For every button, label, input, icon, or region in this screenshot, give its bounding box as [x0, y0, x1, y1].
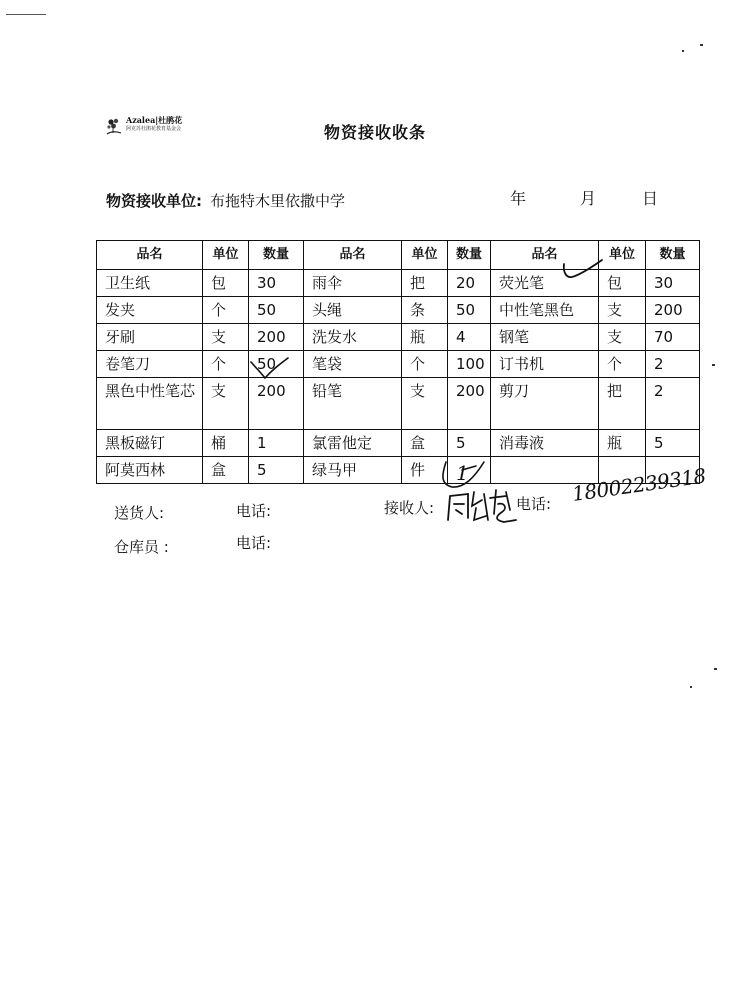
table-cell: 发夹 — [97, 297, 203, 324]
table-cell: 1 — [249, 430, 304, 457]
date-year-label: 年 — [510, 189, 527, 208]
deliverer-phone-label: 电话: — [236, 502, 272, 520]
receiving-unit-label: 物资接收单位: — [106, 192, 202, 210]
table-cell: 支 — [599, 297, 646, 324]
receiving-unit-value: 布拖特木里依撒中学 — [210, 192, 346, 210]
table-cell: 200 — [249, 378, 304, 430]
table-cell: 200 — [249, 324, 304, 351]
header-cell: 数量 — [249, 241, 304, 270]
table-cell: 钢笔 — [491, 324, 599, 351]
receiver-phone-label: 电话: — [516, 495, 552, 513]
table-cell: 包 — [599, 270, 646, 297]
scan-speck — [712, 364, 715, 366]
handwritten-check-icon — [560, 258, 604, 282]
table-cell: 订书机 — [491, 351, 599, 378]
warehouse-phone-label: 电话: — [236, 534, 272, 552]
table-cell: 支 — [203, 378, 249, 430]
table-cell: 卫生纸 — [97, 270, 203, 297]
table-row — [97, 324, 700, 351]
receiver-label: 接收人: — [384, 499, 435, 517]
table-cell: 剪刀 — [491, 378, 599, 430]
header-cell: 品名 — [304, 241, 402, 270]
table-cell: 支 — [599, 324, 646, 351]
table-cell: 5 — [448, 430, 491, 457]
table-header-row — [97, 241, 700, 270]
handwritten-quantity-mark — [432, 456, 488, 490]
table-cell: 雨伞 — [304, 270, 402, 297]
table-cell: 桶 — [203, 430, 249, 457]
table-cell: 件 — [402, 457, 448, 484]
table-cell: 中性笔黑色 — [491, 297, 599, 324]
receiver-phone-handwritten: 18002239318 — [570, 463, 708, 506]
table-cell: 头绳 — [304, 297, 402, 324]
header-cell: 单位 — [402, 241, 448, 270]
table-row — [97, 270, 700, 297]
table-cell: 5 — [646, 430, 700, 457]
table-cell: 5 — [249, 457, 304, 484]
table-cell: 阿莫西林 — [97, 457, 203, 484]
table-cell: 个 — [402, 351, 448, 378]
table-cell: 50 — [448, 297, 491, 324]
table-cell: 荧光笔 — [491, 270, 599, 297]
table-cell: 20 — [448, 270, 491, 297]
table-cell — [491, 457, 599, 484]
table-cell: 绿马甲 — [304, 457, 402, 484]
scan-mark-line — [6, 14, 46, 15]
table-cell: 个 — [599, 351, 646, 378]
table-cell: 牙刷 — [97, 324, 203, 351]
table-cell: 笔袋 — [304, 351, 402, 378]
header-cell: 品名 — [97, 241, 203, 270]
table-cell: 4 — [448, 324, 491, 351]
table-cell: 条 — [402, 297, 448, 324]
date-month-label: 月 — [580, 189, 597, 208]
warehouse-keeper-label: 仓库员 : — [114, 538, 169, 556]
table-cell: 盒 — [203, 457, 249, 484]
table-cell: 支 — [203, 324, 249, 351]
document-title: 物资接收收条 — [323, 123, 426, 142]
scan-speck — [700, 44, 703, 46]
table-cell: 包 — [203, 270, 249, 297]
table-cell: 瓶 — [402, 324, 448, 351]
table-cell: 50 — [249, 351, 304, 378]
table-cell: 200 — [448, 378, 491, 430]
table-cell: 30 — [249, 270, 304, 297]
table-cell: 支 — [402, 378, 448, 430]
table-cell: 瓶 — [599, 430, 646, 457]
table-cell: 盒 — [402, 430, 448, 457]
deliverer-label: 送货人: — [114, 504, 165, 522]
table-row — [97, 351, 700, 378]
handwritten-quantity-text: 1 — [456, 461, 469, 485]
table-cell: 黑板磁钉 — [97, 430, 203, 457]
table-cell: 氯雷他定 — [304, 430, 402, 457]
table-row — [97, 297, 700, 324]
table-cell: 2 — [646, 351, 700, 378]
table-cell: 100 — [448, 351, 491, 378]
table-cell: 消毒液 — [491, 430, 599, 457]
table-cell: 个 — [203, 297, 249, 324]
table-cell: 铅笔 — [304, 378, 402, 430]
header-cell: 品名 — [491, 241, 599, 270]
goods-table — [96, 240, 700, 484]
table-row — [97, 378, 700, 430]
header-cell: 数量 — [448, 241, 491, 270]
table-cell: 50 — [249, 297, 304, 324]
table-cell: 把 — [402, 270, 448, 297]
handwritten-check-icon — [248, 356, 290, 382]
table-cell: 黑色中性笔芯 — [97, 378, 203, 430]
header-cell: 数量 — [646, 241, 700, 270]
table-cell: 200 — [646, 297, 700, 324]
table-row — [97, 430, 700, 457]
table-cell: 30 — [646, 270, 700, 297]
logo-subtitle: 阿克苏杜鹃花教育基金会 — [126, 126, 182, 132]
table-cell: 卷笔刀 — [97, 351, 203, 378]
scan-speck — [682, 50, 684, 52]
table-cell: 把 — [599, 378, 646, 430]
date-day-label: 日 — [642, 189, 659, 208]
table-cell: 70 — [646, 324, 700, 351]
scan-speck — [714, 668, 717, 670]
header-cell: 单位 — [599, 241, 646, 270]
scan-speck — [690, 686, 692, 688]
header-cell: 单位 — [203, 241, 249, 270]
receiving-unit-row — [106, 190, 345, 211]
table-cell: 洗发水 — [304, 324, 402, 351]
logo-brand-text: Azalea|杜鹃花 — [126, 115, 183, 125]
table-cell: 2 — [646, 378, 700, 430]
table-cell: 个 — [203, 351, 249, 378]
